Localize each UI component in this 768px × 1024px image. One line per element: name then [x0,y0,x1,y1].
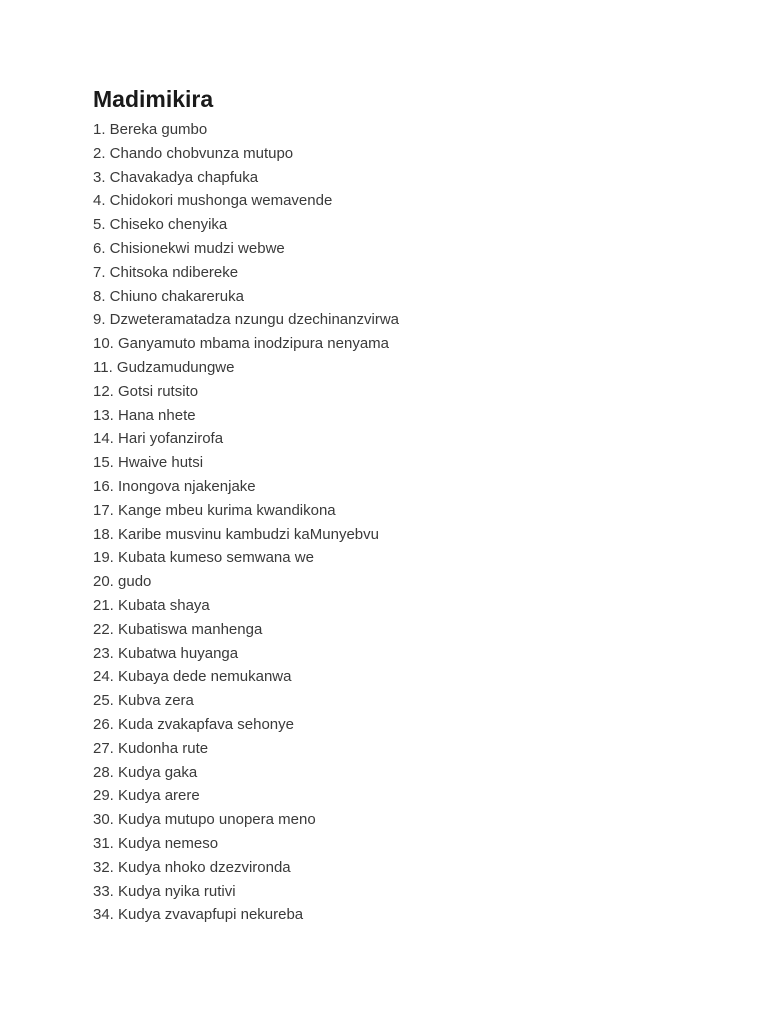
list-item: 27. Kudonha rute [93,739,209,757]
list-item: 32. Kudya nhoko dzezvironda [93,858,291,876]
list-item: 22. Kubatiswa manhenga [93,620,263,638]
list-item: 13. Hana nhete [93,406,196,424]
list-item: 31. Kudya nemeso [93,834,219,852]
list-item: 28. Kudya gaka [93,763,198,781]
list-item: 24. Kubaya dede nemukanwa [93,668,292,686]
list-item: 16. Inongova njakenjake [93,477,256,495]
list-item: 34. Kudya zvavapfupi nekureba [93,906,304,924]
list-item: 6. Chisionekwi mudzi webwe [93,239,285,257]
list-item: 5. Chiseko chenyika [93,216,228,234]
list-item: 29. Kudya arere [93,787,200,805]
list-item: 4. Chidokori mushonga wemavende [93,192,333,210]
list-item: 10. Ganyamuto mbama inodzipura nenyama [93,335,390,353]
list-item: 33. Kudya nyika rutivi [93,882,236,900]
list-item: 30. Kudya mutupo unopera meno [93,811,316,829]
list-item: 14. Hari yofanzirofa [93,430,224,448]
list-item: 1. Bereka gumbo [93,121,208,138]
list-item: 21. Kubata shaya [93,596,210,614]
list-item: 8. Chiuno chakareruka [93,287,244,305]
list-item: 25. Kubva zera [93,692,194,710]
list-item: 19. Kubata kumeso semwana we [93,549,314,567]
list-item: 2. Chando chobvunza mutupo [93,144,294,162]
list-item: 18. Karibe musvinu kambudzi kaMunyebvu [93,525,379,543]
list-item: 20. gudo [93,573,152,591]
document-title: Madimikira [93,86,214,112]
list-item: 3. Chavakadya chapfuka [93,168,259,186]
document-page [93,84,733,927]
list-item: 15. Hwaive hutsi [93,454,204,472]
list-item: 11. Gudzamudungwe [93,358,235,376]
madimikira-list [93,118,733,927]
list-item: 26. Kuda zvakapfava sehonye [93,715,294,733]
list-item: 9. Dzweteramatadza nzungu dzechinanzvirwa [93,311,399,329]
list-item: 12. Gotsi rutsito [93,382,199,400]
list-item: 17. Kange mbeu kurima kwandikona [93,501,336,519]
list-item: 23. Kubatwa huyanga [93,644,239,662]
list-item: 7. Chitsoka ndibereke [93,263,239,281]
